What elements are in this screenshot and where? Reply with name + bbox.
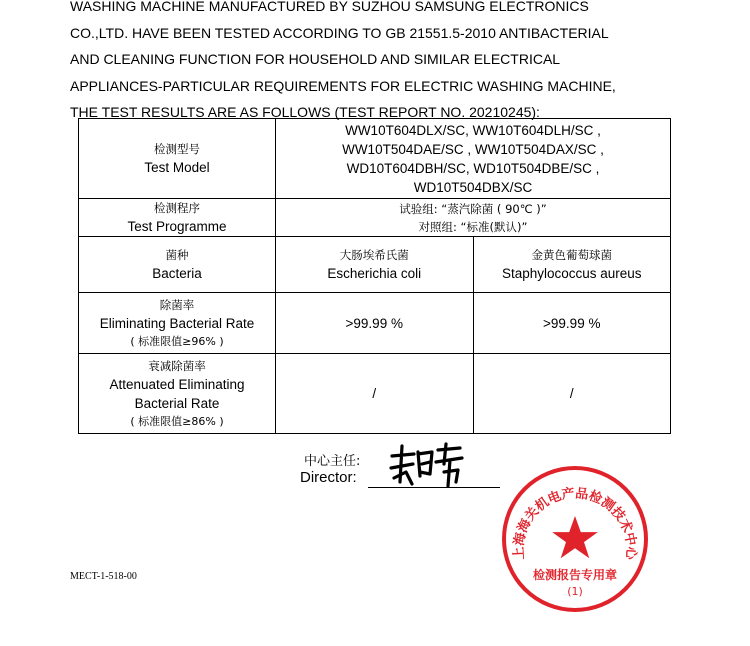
director-label-en: Director: [300, 469, 357, 486]
bacteria-label-en: Bacteria [152, 266, 202, 281]
bacteria-col1-zh: 大肠埃希氏菌 [339, 248, 409, 262]
director-label-zh: 中心主任: [304, 454, 361, 469]
model-line: WD10T504DBX/SC [413, 179, 533, 195]
bacteria-col2 [473, 237, 671, 293]
test-programme-value [276, 199, 671, 237]
attenuated-col2: / [473, 354, 671, 434]
eliminating-col1: >99.99 % [276, 293, 474, 354]
header-test-programme [79, 199, 276, 237]
intro-text [70, 0, 740, 126]
row-bacteria [79, 237, 671, 293]
header-attenuated-rate [79, 354, 276, 434]
attenuated-label-zh: 衰减除菌率 [148, 358, 206, 373]
attenuated-limit: ( 标准限值≥86% ) [130, 414, 224, 428]
test-programme-label-en: Test Programme [127, 219, 227, 234]
header-bacteria [79, 237, 276, 293]
bacteria-col2-zh: 金黄色葡萄球菌 [531, 248, 612, 262]
eliminating-limit: ( 标准限值≥96% ) [130, 334, 224, 348]
test-results-table [78, 118, 671, 434]
intro-line: CO.,LTD. HAVE BEEN TESTED ACCORDING TO GB 21551.5-2010 ANTIBACTERIAL [70, 24, 609, 41]
test-model-label-en: Test Model [144, 160, 210, 175]
intro-line: AND CLEANING FUNCTION FOR HOUSEHOLD AND SIMILAR ELECTRICAL [70, 51, 561, 68]
inspection-seal-stamp [500, 464, 650, 614]
eliminating-col2: >99.99 % [473, 293, 671, 354]
programme-control-group: 对照组: “标准(默认)” [418, 219, 528, 234]
eliminating-label-zh: 除菌率 [159, 297, 195, 312]
model-line: WW10T604DLX/SC, WW10T604DLH/SC , [345, 122, 601, 138]
bacteria-label-zh: 菌种 [165, 248, 189, 262]
handwritten-signature [386, 442, 468, 492]
eliminating-label-en: Eliminating Bacterial Rate [99, 315, 255, 331]
director-signature-block [300, 450, 510, 500]
bacteria-col1-en: Escherichia coli [327, 266, 422, 281]
model-line: WW10T504DAE/SC , WW10T504DAX/SC , [342, 141, 604, 157]
header-test-model [79, 119, 276, 199]
model-line: WD10T604DBH/SC, WD10T504DBE/SC , [346, 160, 600, 176]
attenuated-label-en-2: Bacterial Rate [134, 395, 220, 411]
row-test-programme [79, 199, 671, 237]
intro-line: WASHING MACHINE MANUFACTURED BY SUZHOU SAMSUNG ELECTRONICS [70, 0, 589, 14]
row-attenuated-rate [79, 354, 671, 434]
test-programme-label-zh: 检测程序 [154, 201, 200, 215]
star-icon [552, 516, 598, 558]
row-eliminating-rate [79, 293, 671, 354]
programme-test-group: 试验组: “蒸汽除菌 ( 90℃ )” [399, 201, 547, 216]
stamp-arc-text: 上海海关机电产品检测技术中心 [511, 486, 639, 561]
intro-line: APPLIANCES-PARTICULAR REQUIREMENTS FOR ELECTRIC WASHING MACHINE, [70, 77, 616, 94]
stamp-bottom-text: 检测报告专用章 [532, 568, 618, 582]
test-model-list [276, 119, 671, 199]
header-eliminating-rate [79, 293, 276, 354]
row-test-model [79, 119, 671, 199]
stamp-number: (1) [567, 585, 583, 598]
test-model-label-zh: 检测型号 [154, 142, 200, 156]
attenuated-col1: / [276, 354, 474, 434]
intro-line: THE TEST RESULTS ARE AS FOLLOWS (TEST REPORT NO. 20210245): [70, 104, 540, 121]
bacteria-col2-en: Staphylococcus aureus [501, 266, 642, 281]
attenuated-label-en-1: Attenuated Eliminating [109, 376, 245, 392]
form-reference-code: MECT-1-518-00 [70, 571, 137, 582]
bacteria-col1 [276, 237, 474, 293]
